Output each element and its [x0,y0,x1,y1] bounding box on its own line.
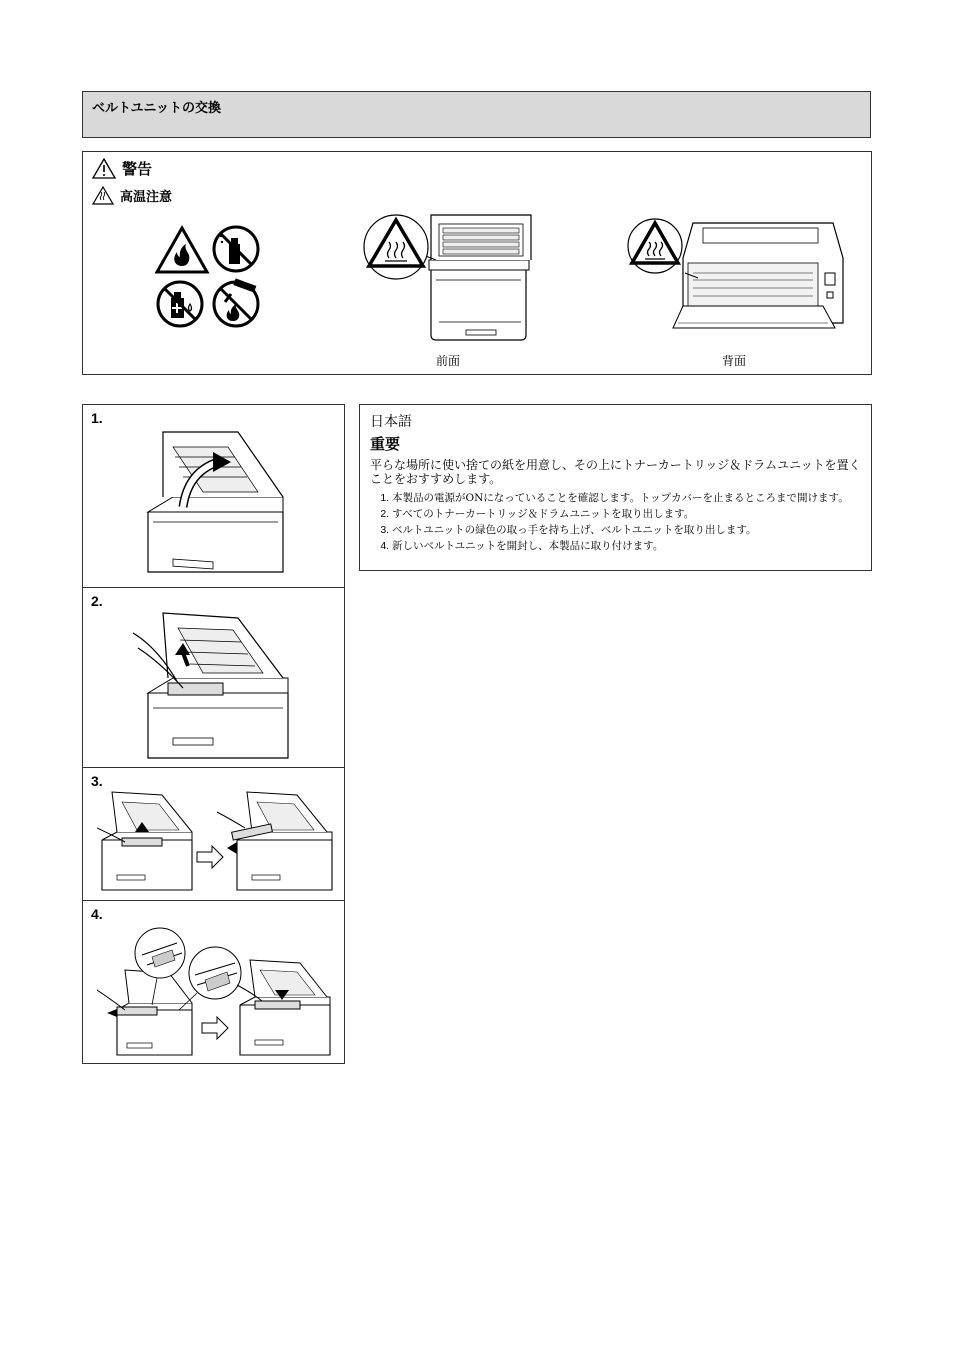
step-2-illustration [133,608,293,763]
hot-warning-label: 高温注意 [120,190,173,205]
step-number: 2. [91,593,103,609]
step-number: 1. [91,410,103,426]
section-title-box [82,91,871,138]
step-1 [83,405,344,588]
step-3-printer-left [97,792,192,890]
instruction-list [370,492,861,552]
no-solvent-icon [158,282,202,326]
step-3 [83,768,344,901]
instruction-item: 1. 本製品の電源がONになっていることを確認します。トップカバーを止まるところまで開けます。 [392,492,861,504]
flammable-warning-icon [157,228,207,272]
step-4-printer-right [237,960,330,1055]
step-4-printer-left [97,970,192,1055]
step-3-printer-right [217,792,332,890]
prohibition-icons [155,224,265,329]
language-label: 日本語 [370,413,412,429]
instruction-item: 4. 新しいベルトユニットを開封し、本製品に取り付けます。 [392,540,861,552]
step-number: 4. [91,906,103,922]
step-4 [83,901,344,1063]
instruction-item: 3. ベルトユニットの緑色の取っ手を持ち上げ、ベルトユニットを取り出します。 [392,524,861,536]
steps-panel [82,404,345,1064]
front-caption: 前面 [436,354,461,368]
back-caption: 背面 [722,354,747,368]
step-4-illustration [97,925,337,1060]
printer-front-illustration [361,210,541,345]
intro-text: 平らな場所に使い捨ての紙を用意し、その上にトナーカートリッジ＆ドラムユニットを置くことをおすすめします。 [370,458,861,486]
no-incinerate-icon [214,278,258,326]
step-1-illustration [143,427,293,579]
hot-surface-small-icon [92,186,114,205]
warning-row [92,158,152,179]
printer-back-illustration [623,218,848,343]
instructions-box [359,404,872,571]
hot-warning-row [92,186,172,205]
step-number: 3. [91,773,103,789]
warning-box [82,151,872,375]
warning-triangle-icon [92,158,116,179]
step-2 [83,588,344,768]
no-spray-icon [214,227,258,271]
right-arrow-icon [197,846,223,868]
warning-label: 警告 [122,160,153,178]
right-arrow-icon [202,1017,228,1039]
section-title: ベルトユニットの交換 [92,101,221,116]
step-3-illustration [97,790,337,895]
instruction-item: 2. すべてのトナーカートリッジ＆ドラムユニットを取り出します。 [392,508,861,520]
important-heading: 重要 [370,435,401,453]
